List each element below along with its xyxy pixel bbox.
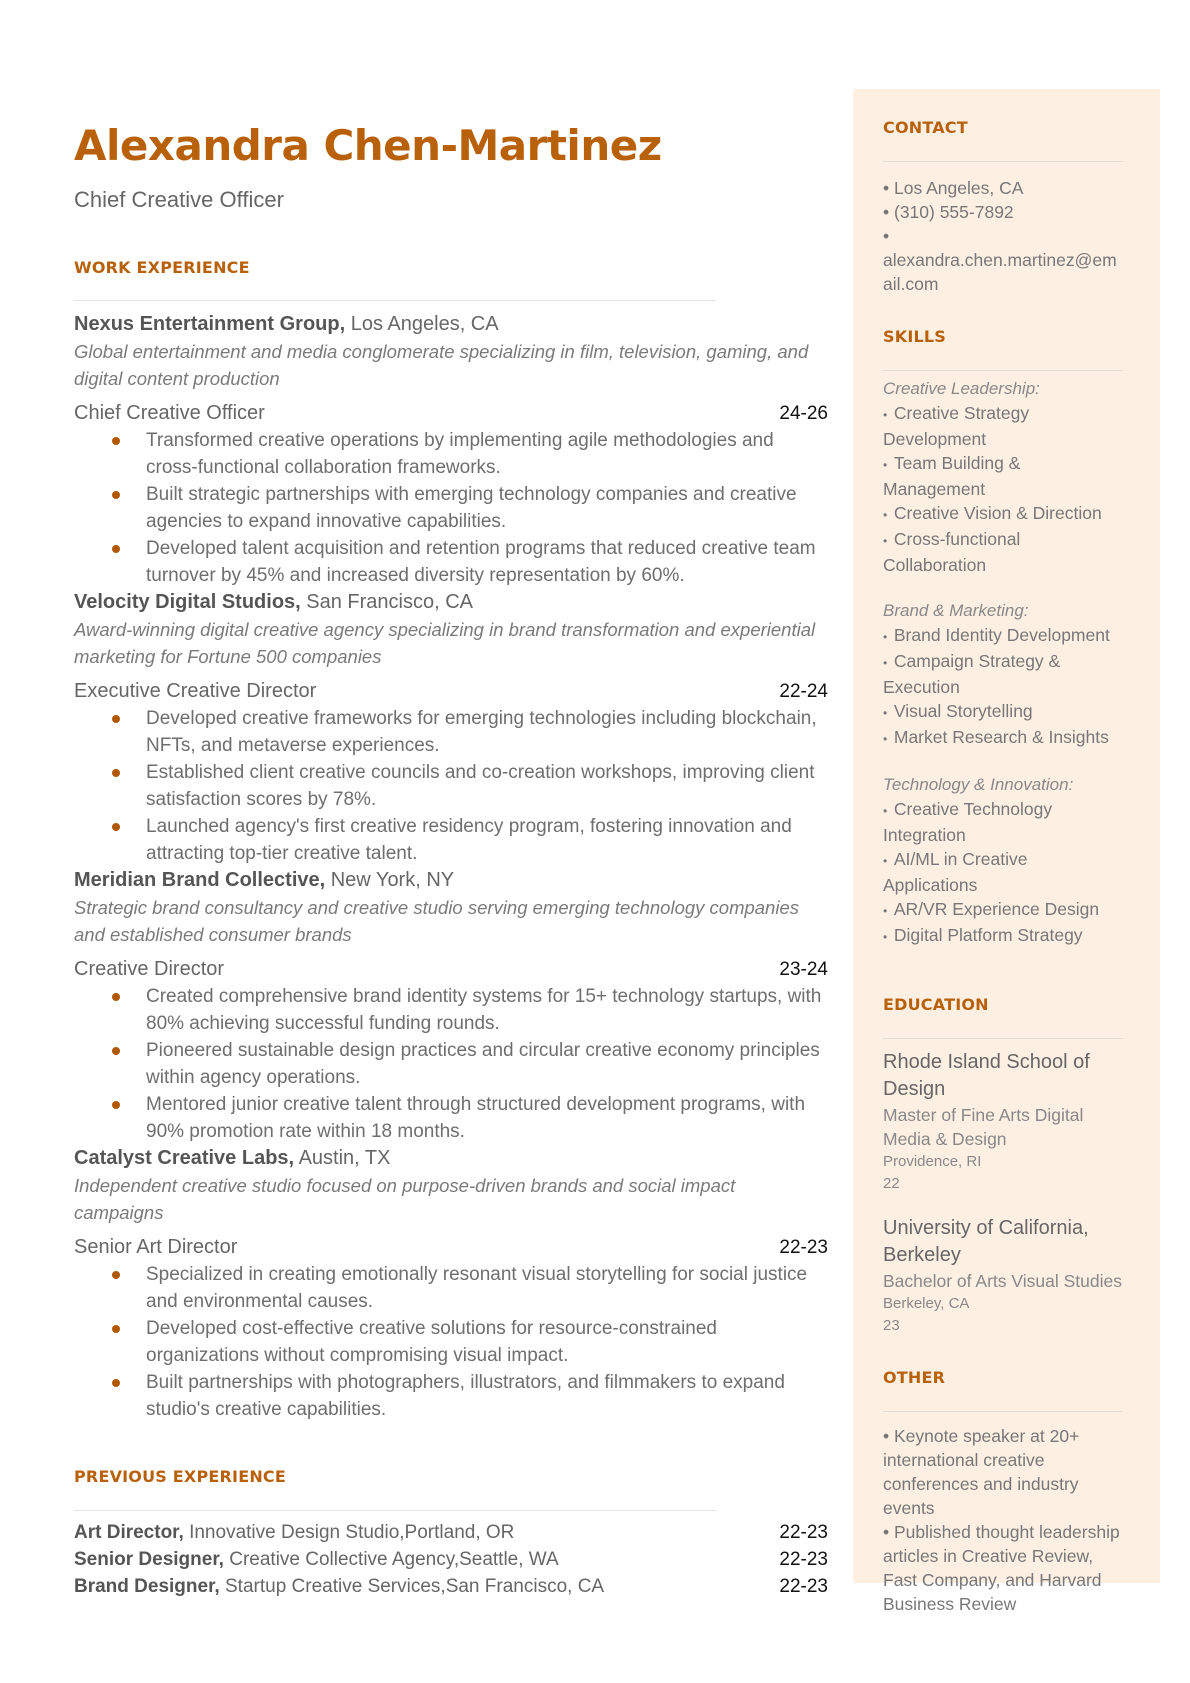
bullet-icon: • bbox=[883, 706, 894, 720]
achievement-item bbox=[146, 813, 828, 867]
previous-experience-entry bbox=[74, 1519, 514, 1546]
job-company-line bbox=[74, 1145, 828, 1172]
skill-label: AI/ML in Creative Applications bbox=[883, 849, 1028, 895]
bullet-icon: • bbox=[883, 630, 894, 644]
section-divider bbox=[883, 1411, 1123, 1412]
skill-label: Brand Identity Development bbox=[893, 625, 1110, 645]
bullet-icon: • bbox=[883, 656, 894, 670]
skill-label: Visual Storytelling bbox=[893, 701, 1033, 721]
bullet-dot-icon bbox=[112, 1101, 120, 1109]
job-entry bbox=[74, 1145, 828, 1423]
graduation-year: 22 bbox=[883, 1175, 900, 1192]
achievement-text: Established client creative councils and co-creation workshops, improving client satisfaction scores by 78%. bbox=[146, 762, 815, 810]
job-role: Chief Creative Officer bbox=[74, 402, 265, 424]
job-dates: 22-24 bbox=[779, 681, 828, 702]
company-location: New York, NY bbox=[325, 869, 455, 891]
other-item: • Published thought leadership articles in Creative Review, Fast Company, and Harvard Business Review bbox=[883, 1522, 1120, 1614]
bullet-dot-icon bbox=[112, 545, 120, 553]
job-company-line bbox=[74, 589, 828, 616]
contact-phone: • (310) 555-7892 bbox=[883, 202, 1014, 222]
previous-experience-entry bbox=[74, 1546, 559, 1573]
bullet-icon: • bbox=[883, 904, 894, 918]
sidebar-content bbox=[883, 118, 1123, 1616]
other-item: • Keynote speaker at 20+ international creative conferences and industry events bbox=[883, 1426, 1080, 1518]
section-divider bbox=[883, 370, 1123, 371]
previous-details: Creative Collective Agency,Seattle, WA bbox=[223, 1549, 559, 1570]
job-dates: 23-24 bbox=[779, 959, 828, 980]
candidate-title: Chief Creative Officer bbox=[74, 187, 284, 212]
skills-list bbox=[883, 377, 1123, 949]
bullet-icon: • bbox=[883, 458, 894, 472]
job-role: Creative Director bbox=[74, 958, 225, 980]
school-name: University of California, Berkeley bbox=[883, 1217, 1089, 1266]
role-row bbox=[74, 678, 828, 705]
skill-group bbox=[883, 599, 1123, 751]
bullet-dot-icon bbox=[112, 715, 120, 723]
achievement-list bbox=[74, 427, 828, 589]
bullet-dot-icon bbox=[112, 1325, 120, 1333]
bullet-dot-icon bbox=[112, 1271, 120, 1279]
achievement-item bbox=[146, 759, 828, 813]
skill-category: Technology & Innovation: bbox=[883, 775, 1074, 794]
achievement-list bbox=[74, 1261, 828, 1423]
education-entry bbox=[883, 1215, 1123, 1337]
skill-label: Digital Platform Strategy bbox=[893, 925, 1083, 945]
skill-label: AR/VR Experience Design bbox=[893, 899, 1100, 919]
skill-label: Creative Technology Integration bbox=[883, 799, 1053, 845]
achievement-item bbox=[146, 1369, 828, 1423]
bullet-icon: • bbox=[883, 408, 894, 422]
job-role: Senior Art Director bbox=[74, 1236, 238, 1258]
section-heading-previous-experience: PREVIOUS EXPERIENCE bbox=[74, 1467, 286, 1486]
achievement-item bbox=[146, 481, 828, 535]
job-entry bbox=[74, 589, 828, 867]
skill-item bbox=[883, 501, 1123, 527]
section-divider bbox=[74, 300, 716, 301]
skill-item bbox=[883, 897, 1123, 923]
bullet-dot-icon bbox=[112, 823, 120, 831]
skill-item bbox=[883, 451, 1123, 501]
skill-label: Team Building & Management bbox=[883, 453, 1021, 499]
previous-experience-row bbox=[74, 1519, 828, 1546]
section-heading-work-experience: WORK EXPERIENCE bbox=[74, 258, 250, 277]
achievement-text: Developed talent acquisition and retention programs that reduced creative team turnover by 45% and increased diversity representation by 60%. bbox=[146, 538, 816, 586]
section-divider bbox=[883, 1038, 1123, 1039]
skill-category: Brand & Marketing: bbox=[883, 601, 1029, 620]
degree: Master of Fine Arts Digital Media & Design bbox=[883, 1105, 1084, 1149]
previous-details: Innovative Design Studio,Portland, OR bbox=[183, 1522, 515, 1543]
skill-item bbox=[883, 623, 1123, 649]
section-heading-contact: CONTACT bbox=[883, 118, 968, 137]
contact-email-bullet: • bbox=[883, 226, 890, 246]
section-divider bbox=[74, 1510, 716, 1511]
bullet-dot-icon bbox=[112, 769, 120, 777]
bullet-icon: • bbox=[883, 508, 894, 522]
skill-group bbox=[883, 773, 1123, 949]
section-heading-other: OTHER bbox=[883, 1368, 946, 1387]
previous-details: Startup Creative Services,San Francisco, CA bbox=[219, 1576, 605, 1597]
achievement-text: Mentored junior creative talent through structured development programs, with 90% promotion rate within 18 months. bbox=[146, 1094, 806, 1142]
company-description: Strategic brand consultancy and creative studio serving emerging technology companies and established consumer brands bbox=[74, 897, 799, 945]
achievement-text: Pioneered sustainable design practices and circular creative economy principles within agency operations. bbox=[146, 1040, 820, 1088]
job-dates: 22-23 bbox=[779, 1237, 828, 1258]
company-location: Los Angeles, CA bbox=[345, 313, 499, 335]
bullet-icon: • bbox=[883, 854, 894, 868]
bullet-icon: • bbox=[883, 804, 894, 818]
achievement-text: Transformed creative operations by implementing agile methodologies and cross-functional collaboration frameworks. bbox=[146, 430, 774, 478]
achievement-item bbox=[146, 983, 828, 1037]
bullet-icon: • bbox=[883, 732, 894, 746]
achievement-list bbox=[74, 705, 828, 867]
skill-label: Creative Vision & Direction bbox=[893, 503, 1102, 523]
job-company-line bbox=[74, 311, 828, 338]
contact-location: • Los Angeles, CA bbox=[883, 178, 1024, 198]
skill-label: Creative Strategy Development bbox=[883, 403, 1030, 449]
skill-item bbox=[883, 797, 1123, 847]
school-location: Providence, RI bbox=[883, 1153, 982, 1170]
previous-dates: 22-23 bbox=[779, 1576, 828, 1597]
company-description: Award-winning digital creative agency specializing in brand transformation and experiential marketing for Fortune 500 companies bbox=[74, 619, 816, 667]
previous-experience-row bbox=[74, 1546, 828, 1573]
achievement-text: Built partnerships with photographers, illustrators, and filmmakers to expand studio's creative capabilities. bbox=[146, 1372, 785, 1420]
graduation-year: 23 bbox=[883, 1317, 900, 1334]
achievement-text: Specialized in creating emotionally resonant visual storytelling for social justice and environmental causes. bbox=[146, 1264, 808, 1312]
candidate-name: Alexandra Chen-Martinez bbox=[74, 121, 662, 170]
contact-email[interactable]: alexandra.chen.martinez@email.com bbox=[883, 250, 1117, 294]
skill-item bbox=[883, 699, 1123, 725]
achievement-item bbox=[146, 535, 828, 589]
previous-dates: 22-23 bbox=[779, 1522, 828, 1543]
bullet-dot-icon bbox=[112, 491, 120, 499]
achievement-text: Launched agency's first creative residency program, fostering innovation and attracting top-tier creative talent. bbox=[146, 816, 792, 864]
previous-dates: 22-23 bbox=[779, 1549, 828, 1570]
skill-item bbox=[883, 923, 1123, 949]
achievement-list bbox=[74, 983, 828, 1145]
company-name: Meridian Brand Collective, bbox=[74, 869, 326, 891]
achievement-item bbox=[146, 1261, 828, 1315]
work-experience-list bbox=[74, 311, 828, 1423]
skill-group bbox=[883, 377, 1123, 577]
achievement-text: Built strategic partnerships with emerging technology companies and creative agencies to expand innovative capabilities. bbox=[146, 484, 797, 532]
other-list bbox=[883, 1424, 1123, 1616]
job-company-line bbox=[74, 867, 828, 894]
skill-item bbox=[883, 527, 1123, 577]
company-name: Catalyst Creative Labs, bbox=[74, 1147, 295, 1169]
achievement-text: Developed cost-effective creative solutions for resource-constrained organizations without compromising visual impact. bbox=[146, 1318, 717, 1366]
job-dates: 24-26 bbox=[779, 403, 828, 424]
bullet-icon: • bbox=[883, 930, 894, 944]
skill-item bbox=[883, 649, 1123, 699]
company-name: Nexus Entertainment Group, bbox=[74, 313, 346, 335]
bullet-dot-icon bbox=[112, 1379, 120, 1387]
skill-category: Creative Leadership: bbox=[883, 379, 1040, 398]
achievement-item bbox=[146, 705, 828, 759]
education-entry bbox=[883, 1049, 1123, 1195]
bullet-dot-icon bbox=[112, 437, 120, 445]
company-description: Independent creative studio focused on purpose-driven brands and social impact campaigns bbox=[74, 1175, 736, 1223]
degree: Bachelor of Arts Visual Studies bbox=[883, 1271, 1122, 1291]
skill-item bbox=[883, 725, 1123, 751]
achievement-item bbox=[146, 1037, 828, 1091]
previous-experience-entry bbox=[74, 1573, 604, 1600]
skill-item bbox=[883, 847, 1123, 897]
school-location: Berkeley, CA bbox=[883, 1295, 970, 1312]
previous-role: Brand Designer, bbox=[74, 1576, 220, 1597]
job-entry bbox=[74, 311, 828, 589]
skill-label: Market Research & Insights bbox=[893, 727, 1109, 747]
job-entry bbox=[74, 867, 828, 1145]
job-role: Executive Creative Director bbox=[74, 680, 317, 702]
previous-role: Senior Designer, bbox=[74, 1549, 224, 1570]
previous-experience-list bbox=[74, 1519, 828, 1600]
achievement-text: Created comprehensive brand identity systems for 15+ technology startups, with 80% achieving successful funding rounds. bbox=[146, 986, 822, 1034]
school-name: Rhode Island School of Design bbox=[883, 1051, 1090, 1100]
bullet-dot-icon bbox=[112, 1047, 120, 1055]
bullet-icon: • bbox=[883, 534, 894, 548]
role-row bbox=[74, 400, 828, 427]
achievement-item bbox=[146, 1315, 828, 1369]
section-heading-education: EDUCATION bbox=[883, 995, 989, 1014]
role-row bbox=[74, 1234, 828, 1261]
section-divider bbox=[883, 161, 1123, 162]
company-location: Austin, TX bbox=[294, 1147, 391, 1169]
achievement-item bbox=[146, 427, 828, 481]
section-heading-skills: SKILLS bbox=[883, 327, 946, 346]
previous-role: Art Director, bbox=[74, 1522, 184, 1543]
skill-item bbox=[883, 401, 1123, 451]
company-name: Velocity Digital Studios, bbox=[74, 591, 301, 613]
achievement-text: Developed creative frameworks for emerging technologies including blockchain, NFTs, and metaverse experiences. bbox=[146, 708, 817, 756]
education-list bbox=[883, 1049, 1123, 1337]
company-description: Global entertainment and media conglomerate specializing in film, television, gaming, and digital content production bbox=[74, 341, 809, 389]
previous-experience-row bbox=[74, 1573, 828, 1600]
main-column bbox=[74, 118, 828, 1600]
achievement-item bbox=[146, 1091, 828, 1145]
company-location: San Francisco, CA bbox=[300, 591, 474, 613]
skill-label: Cross-functional Collaboration bbox=[883, 529, 1021, 575]
role-row bbox=[74, 956, 828, 983]
bullet-dot-icon bbox=[112, 993, 120, 1001]
skill-label: Campaign Strategy & Execution bbox=[883, 651, 1061, 697]
